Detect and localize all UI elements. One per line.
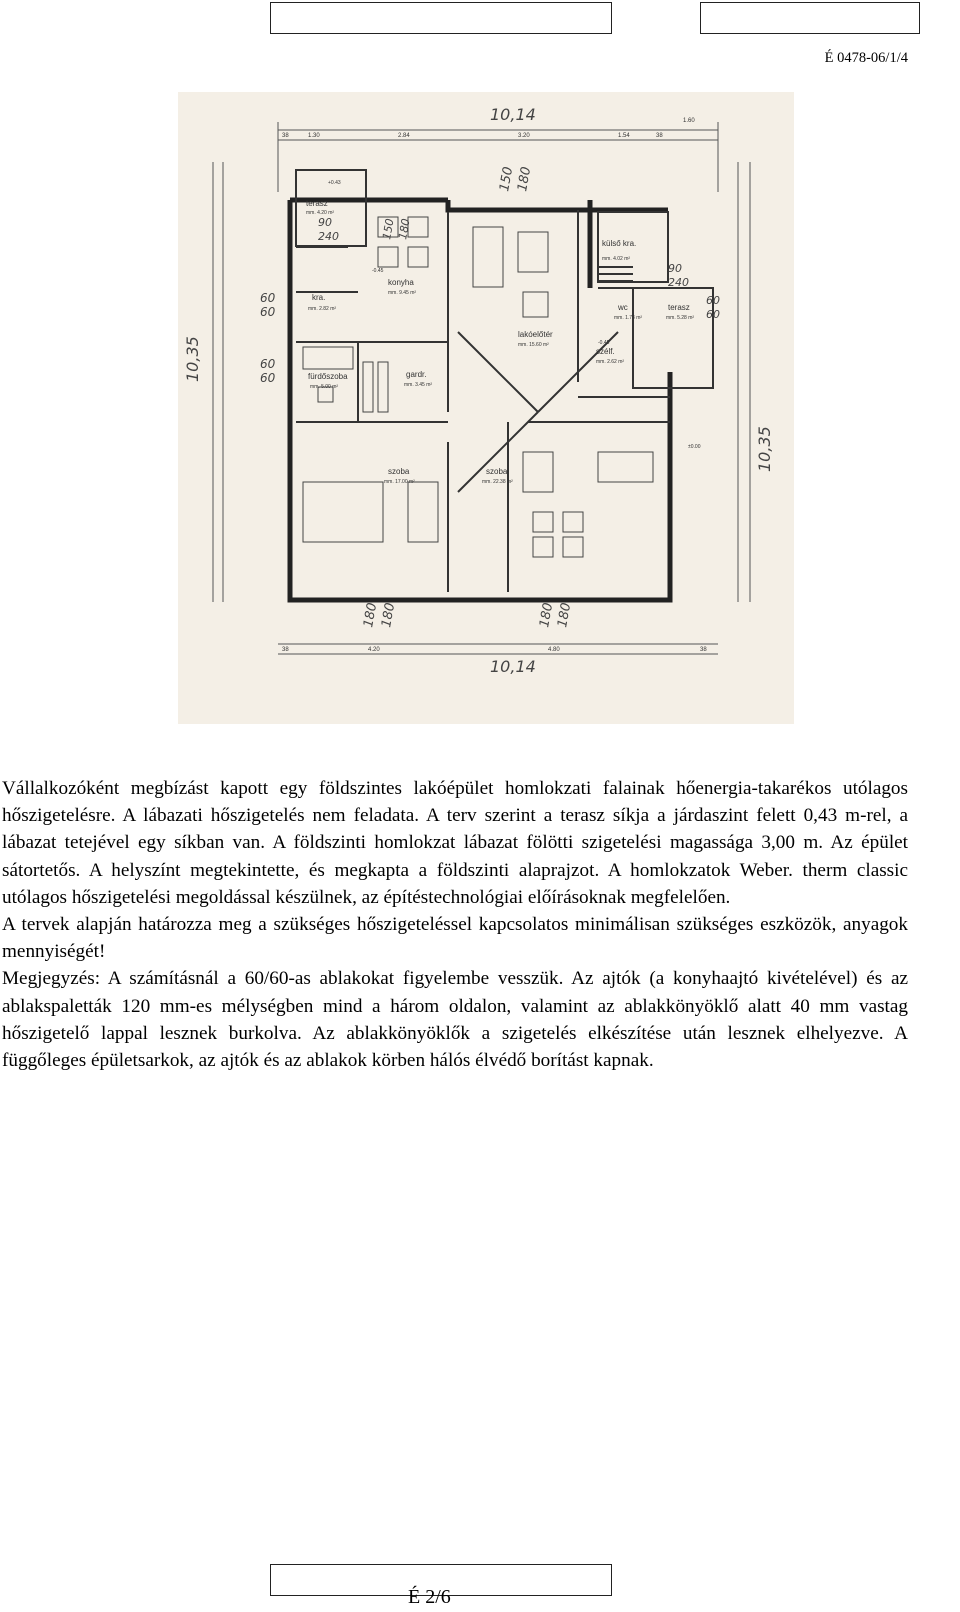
overall-width-top: 10,14 <box>490 105 536 124</box>
room-area-gardrob: mm. 3.45 m² <box>404 382 433 388</box>
room-area-kulso-kamra: mm. 4.02 m² <box>602 256 631 262</box>
terasz-hand-2: 240 <box>318 230 339 243</box>
dim-bottom-1: 4.20 <box>368 647 380 653</box>
window-size-5: 60 <box>260 291 276 305</box>
window-size-11: 180 <box>361 601 381 629</box>
paragraph-2: A tervek alapján határozza meg a szükséges hőszigeteléssel kapcsolatos minimálisan szükséges eszközök, anyagok mennyiségét! <box>2 914 908 963</box>
dim-top-1: 1.30 <box>308 133 320 139</box>
room-name-kulso-kamra: külső kra. <box>602 239 637 248</box>
paragraph-3: Megjegyzés: A számításnál a 60/60-as ablakokat figyelembe vesszük. Az ajtók (a konyhaajtó kivételével) és az ablakspaletták 120 mm-es mélységben mind a három oldalon, valamint az ablakkönyöklő alatt 40 mm vastag hőszigetelő lappal lesznek burkolva. Az ablakkönyöklők a szigetelés elkészítése után lesznek elhelyezve. A függőleges épületsarkok, az ajtók és az ablakok körben hálós élvédő borítást kapnak. <box>2 968 908 1072</box>
dim-bottom-2: 4.80 <box>548 647 560 653</box>
body-text <box>2 775 908 1074</box>
level-terasz: +0.43 <box>328 180 341 186</box>
room-name-gardrob: gardr. <box>406 370 427 379</box>
room-area-szelfogo: mm. 2.62 m² <box>596 359 625 365</box>
room-area-konyha: mm. 9.45 m² <box>388 290 417 296</box>
window-size-1: 150 <box>497 165 517 193</box>
room-name-szoba-1: szoba <box>388 467 410 476</box>
room-area-szoba-2: mm. 22.38 m² <box>482 479 513 485</box>
dim-top-4: 1.54 <box>618 133 630 139</box>
level-zero: ±0.00 <box>688 444 701 450</box>
window-size-8: 60 <box>260 371 276 385</box>
room-name-wc: wc <box>618 303 628 312</box>
overall-width-bottom: 10,14 <box>490 657 536 676</box>
code-box-top-left <box>270 2 612 34</box>
room-area-lakoeloter: mm. 15.60 m² <box>518 342 549 348</box>
room-area-kamra: mm. 2.82 m² <box>308 306 337 312</box>
dim-top-2: 2.84 <box>398 133 410 139</box>
dim-bottom-0: 38 <box>282 647 289 653</box>
room-area-terasz-1: mm. 4.20 m² <box>306 210 335 216</box>
dim-top-0: 38 <box>282 133 289 139</box>
document-code: É 0478-06/1/4 <box>824 50 908 66</box>
window-size-3: 150 <box>380 217 397 241</box>
room-name-lakoeloter: lakóelőtér <box>518 330 553 339</box>
dim-top-5: 38 <box>656 133 663 139</box>
terasz-hand-1: 90 <box>318 216 332 229</box>
window-size-6: 60 <box>260 305 276 319</box>
window-size-2: 180 <box>515 165 535 193</box>
code-box-top-right <box>700 2 920 34</box>
paragraph-1: Vállalkozóként megbízást kapott egy földszintes lakóépület homlokzati falainak hőenergia-takarékos utólagos hőszigetelésre. A lábazati hőszigetelés nem feladata. A terv szerint a terasz síkja a járdaszint felett 0,43 m-rel, a lábazat tetejével egy síkban van. A földszinti homlokzat lábazat fölötti szigetelési magassága 3,00 m. Az épület sátortetős. A helyszínt megtekintette, és megkapta a földszinti alaprajzot. A homlokzatok Weber. therm classic utólagos hőszigetelési megoldással készülnek, az építéstechnológiai előírásoknak megfelelően. <box>2 778 908 908</box>
window-size-12: 180 <box>379 601 399 629</box>
window-size-13: 180 <box>537 601 557 629</box>
overall-depth-right: 10,35 <box>755 426 774 472</box>
door-size-1: 90 <box>668 262 682 275</box>
room-area-terasz-2: mm. 5.28 m² <box>666 315 695 321</box>
level-szelfogo: -0.45 <box>598 340 610 346</box>
page-number: É 2/6 <box>408 1586 451 1608</box>
overall-depth-left: 10,35 <box>183 336 202 382</box>
room-area-furdoszoba: mm. 5.00 m² <box>310 384 339 390</box>
dim-top-3: 3.20 <box>518 133 530 139</box>
window-size-7: 60 <box>260 357 276 371</box>
room-name-szoba-2: szoba <box>486 467 508 476</box>
floor-plan-drawing <box>178 92 794 724</box>
room-name-kamra: kra. <box>312 293 326 302</box>
room-name-szelfogo: szélf. <box>596 347 615 356</box>
room-name-terasz-1: terasz <box>306 199 328 208</box>
level-konyha: -0.45 <box>372 268 384 274</box>
window-size-9: 60 <box>706 294 720 307</box>
dim-top-6: 1.60 <box>683 118 695 124</box>
room-area-wc: mm. 1.73 m² <box>614 315 643 321</box>
room-name-furdoszoba: fürdőszoba <box>308 372 348 381</box>
dim-bottom-3: 38 <box>700 647 707 653</box>
window-size-4: 180 <box>396 217 413 241</box>
room-name-terasz-2: terasz <box>668 303 690 312</box>
door-size-2: 240 <box>668 276 689 289</box>
window-size-10: 60 <box>706 308 720 321</box>
room-area-szoba-1: mm. 17.00 m² <box>384 479 415 485</box>
window-size-14: 180 <box>555 601 575 629</box>
room-name-konyha: konyha <box>388 278 414 287</box>
